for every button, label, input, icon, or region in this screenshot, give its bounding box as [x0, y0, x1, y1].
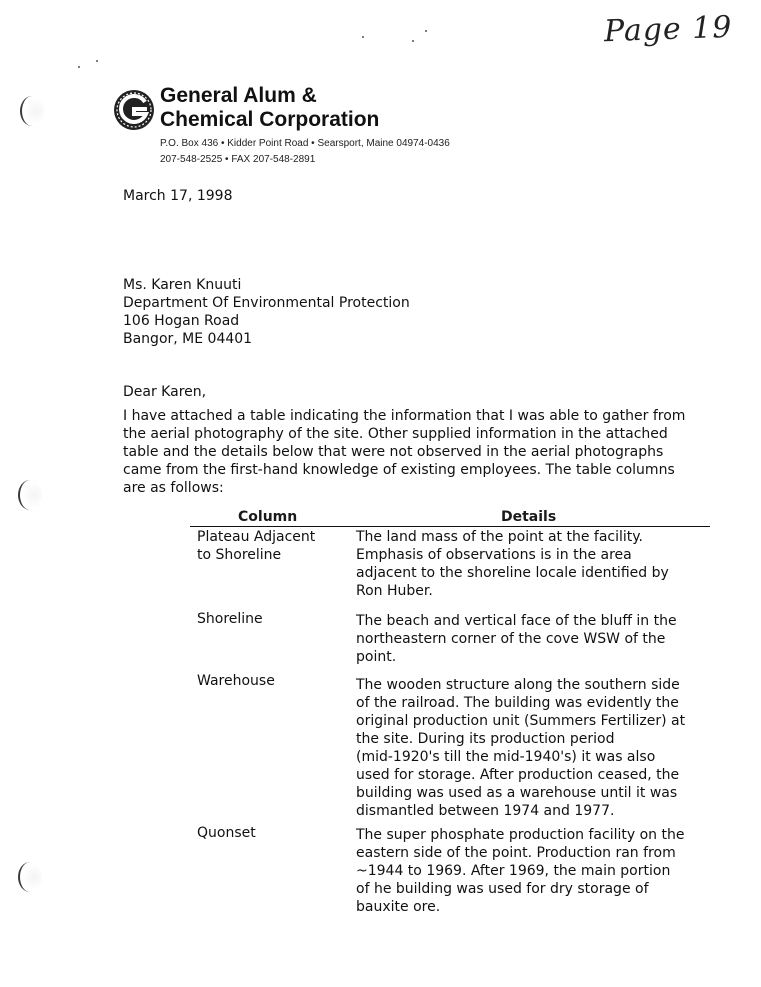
row-detail-line: point.	[356, 649, 397, 665]
company-address	[160, 136, 450, 168]
row-name-line: Plateau Adjacent	[197, 529, 316, 545]
punch-hole	[18, 480, 42, 510]
row-detail-line: adjacent to the shoreline locale identified by	[356, 565, 669, 581]
row-name-line: Shoreline	[197, 611, 263, 627]
row-details	[356, 528, 708, 600]
row-detail-line: eastern side of the point. Production ran from	[356, 845, 676, 861]
salutation: Dear Karen,	[123, 384, 207, 400]
row-detail-line: building was used as a warehouse until it was	[356, 785, 678, 801]
row-details	[356, 826, 708, 916]
row-name-line: Quonset	[197, 825, 256, 841]
row-name-line: to Shoreline	[197, 547, 282, 563]
row-column-name	[197, 672, 347, 690]
scan-speck	[412, 40, 414, 42]
row-details	[356, 612, 708, 666]
header-column: Column	[238, 509, 298, 525]
row-column-name	[197, 528, 347, 564]
letter-date: March 17, 1998	[123, 188, 233, 204]
row-column-name	[197, 824, 347, 842]
scan-speck	[425, 30, 427, 32]
company-name	[160, 84, 379, 132]
row-detail-line: bauxite ore.	[356, 899, 441, 915]
row-detail-line: northeastern corner of the cove WSW of the	[356, 631, 666, 647]
row-detail-line: dismantled between 1974 and 1977.	[356, 803, 615, 819]
intro-line: table and the details below that were not observed in the aerial photographs	[123, 444, 664, 460]
row-details	[356, 676, 708, 820]
scan-speck	[96, 60, 98, 62]
row-detail-line: (mid-1920's till the mid-1940's) it was also	[356, 749, 656, 765]
row-detail-line: The beach and vertical face of the bluff in the	[356, 613, 677, 629]
row-detail-line: Emphasis of observations is in the area	[356, 547, 632, 563]
row-detail-line: The super phosphate production facility on the	[356, 827, 685, 843]
recipient-line: Bangor, ME 04401	[123, 331, 253, 347]
row-detail-line: The land mass of the point at the facility.	[356, 529, 643, 545]
row-detail-line: used for storage. After production ceased, the	[356, 767, 680, 783]
intro-line: the aerial photography of the site. Other supplied information in the attached	[123, 426, 668, 442]
company-name-line1: General Alum &	[160, 84, 317, 107]
row-detail-line: The wooden structure along the southern side	[356, 677, 680, 693]
punch-hole	[18, 862, 42, 892]
handwritten-page-note: Page 19	[603, 9, 733, 50]
row-detail-line: of he building was used for dry storage of	[356, 881, 649, 897]
recipient-line: Department Of Environmental Protection	[123, 295, 410, 311]
recipient-line: 106 Hogan Road	[123, 313, 240, 329]
intro-line: came from the first-hand knowledge of existing employees. The table columns	[123, 462, 675, 478]
row-detail-line: ~1944 to 1969. After 1969, the main portion	[356, 863, 671, 879]
company-logo-icon	[112, 88, 156, 132]
scan-speck	[78, 66, 80, 68]
table-header	[190, 508, 710, 527]
recipient-line: Ms. Karen Knuuti	[123, 277, 242, 293]
row-name-line: Warehouse	[197, 673, 275, 689]
company-address-line: P.O. Box 436 • Kidder Point Road • Searsport, Maine 04974-0436	[160, 138, 450, 149]
row-column-name	[197, 610, 347, 628]
row-detail-line: the site. During its production period	[356, 731, 615, 747]
intro-paragraph	[123, 407, 713, 497]
intro-line: are as follows:	[123, 480, 224, 496]
header-details: Details	[501, 509, 557, 525]
company-name-line2: Chemical Corporation	[160, 108, 380, 131]
row-detail-line: Ron Huber.	[356, 583, 433, 599]
row-detail-line: original production unit (Summers Fertilizer) at	[356, 713, 686, 729]
intro-line: I have attached a table indicating the information that I was able to gather from	[123, 408, 686, 424]
punch-hole	[20, 96, 44, 126]
recipient-address	[123, 276, 410, 348]
scan-speck	[362, 36, 364, 38]
row-detail-line: of the railroad. The building was evidently the	[356, 695, 679, 711]
column-details-table	[190, 508, 710, 915]
company-phone-line: 207-548-2525 • FAX 207-548-2891	[160, 154, 316, 165]
